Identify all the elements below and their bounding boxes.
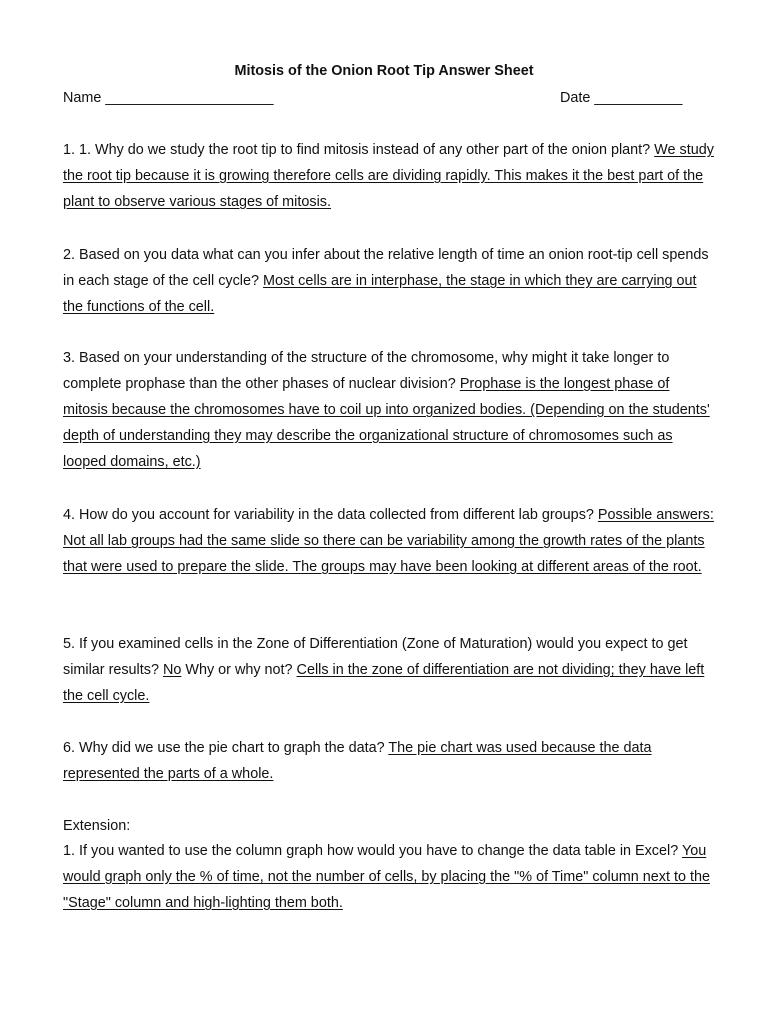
question-1 bbox=[63, 137, 718, 215]
question-6-prompt: 6. Why did we use the pie chart to graph the data? bbox=[63, 740, 385, 756]
question-2 bbox=[63, 242, 718, 320]
question-3 bbox=[63, 345, 718, 475]
question-5-answer: Cells in the zone of differentiation are not dividing; they have left the cell cycle. bbox=[63, 662, 705, 704]
question-4-prompt: 4. How do you account for variability in the data collected from different lab groups? bbox=[63, 507, 594, 523]
question-4-answer: Possible answers: Not all lab groups had the same slide so there can be variability among the growth rates of the plants that were used to prepare the slide. The groups may have been looking at different areas of the root. bbox=[63, 507, 714, 575]
extension-question-1-answer: You would graph only the % of time, not the number of cells, by placing the "% of Time" column next to the "Stage" column and high-lighting them both. bbox=[63, 843, 710, 911]
date-line: Date ___________ bbox=[560, 90, 683, 106]
question-4 bbox=[63, 502, 718, 580]
extension-question-1 bbox=[63, 838, 718, 916]
question-5-prompt: 5. If you examined cells in the Zone of Differentiation (Zone of Maturation) would you expect to get similar results? bbox=[63, 636, 688, 678]
question-5-prompt-b: Why or why not? bbox=[185, 662, 293, 678]
question-1-prompt: 1. 1. Why do we study the root tip to find mitosis instead of any other part of the onion plant? bbox=[63, 142, 651, 158]
question-5 bbox=[63, 631, 718, 709]
question-3-prompt: 3. Based on your understanding of the structure of the chromosome, why might it take longer to complete prophase than the other phases of nuclear division? bbox=[63, 350, 670, 392]
question-3-answer: Prophase is the longest phase of mitosis because the chromosomes have to coil up into organized bodies. (Depending on the students' depth of understanding they may describe the organizational structure of chromosomes such as looped domains, etc.) bbox=[63, 376, 710, 470]
extension-heading: Extension: bbox=[63, 818, 131, 834]
question-2-prompt: 2. Based on you data what can you infer about the relative length of time an onion root-tip cell spends in each stage of the cell cycle? bbox=[63, 247, 709, 289]
extension-question-1-prompt: 1. If you wanted to use the column graph how would you have to change the data table in Excel? bbox=[63, 843, 679, 859]
question-5-short-answer: No bbox=[162, 662, 182, 678]
page-title: Mitosis of the Onion Root Tip Answer Sheet bbox=[234, 63, 534, 79]
question-2-answer: Most cells are in interphase, the stage in which they are carrying out the functions of the cell. bbox=[63, 273, 697, 315]
question-1-answer: We study the root tip because it is growing therefore cells are dividing rapidly. This makes it the best part of the plant to observe various stages of mitosis. bbox=[63, 142, 714, 210]
name-line: Name _____________________ bbox=[63, 90, 274, 106]
question-6 bbox=[63, 735, 718, 787]
question-6-answer: The pie chart was used because the data represented the parts of a whole. bbox=[63, 740, 652, 782]
